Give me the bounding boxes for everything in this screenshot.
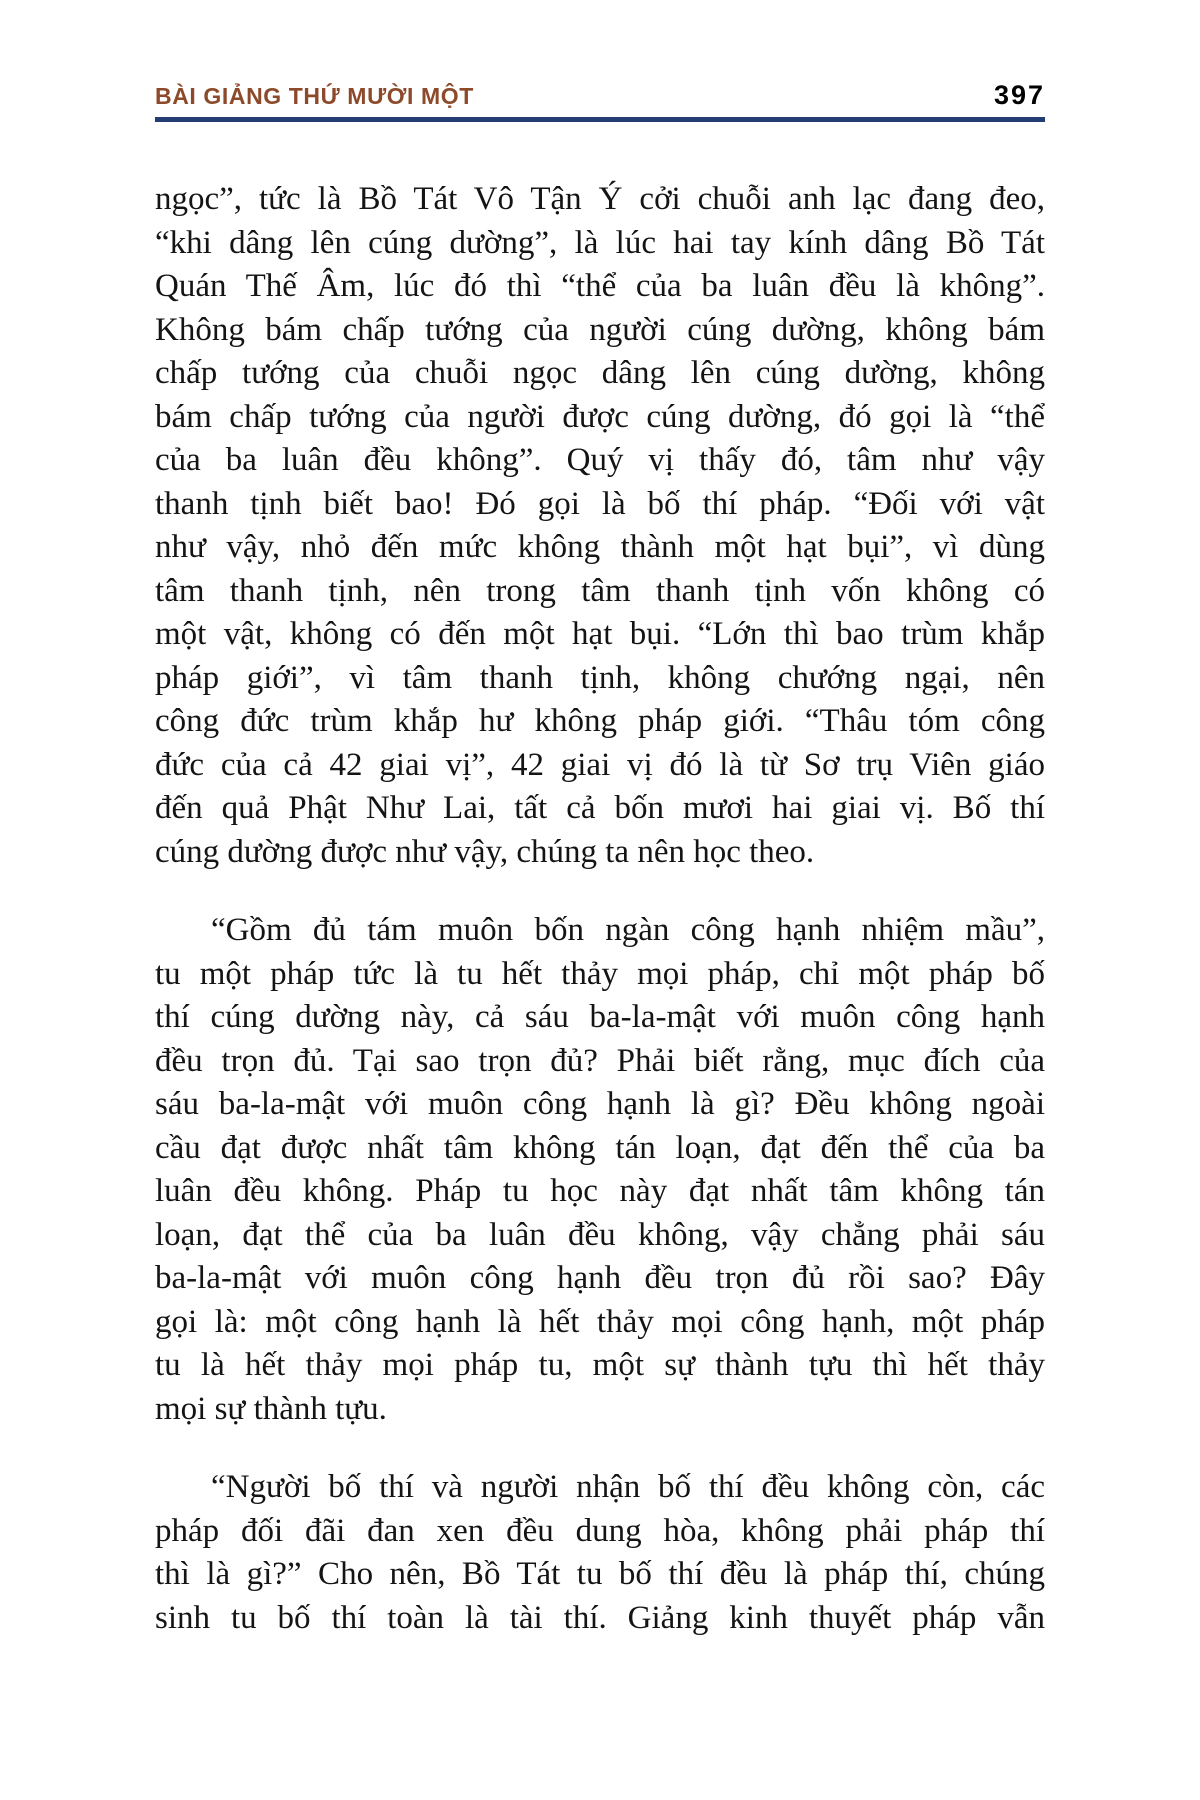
text-line: ba-la-mật với muôn công hạnh đều trọn đủ rồi sao? Đây xyxy=(155,1260,1045,1296)
text-line: của ba luân đều không”. Quý vị thấy đó, tâm như vậy xyxy=(155,442,1045,478)
text-line: đức của cả 42 giai vị”, 42 giai vị đó là từ Sơ trụ Viên giáo xyxy=(155,746,1045,783)
text-line: đều trọn đủ. Tại sao trọn đủ? Phải biết rằng, mục đích của xyxy=(155,1042,1045,1079)
text-line: như vậy, nhỏ đến mức không thành một hạt bụi”, vì dùng xyxy=(155,529,1045,565)
text-line: bám chấp tướng của người được cúng dường, đó gọi là “thể xyxy=(155,398,1045,435)
text-line: tu một pháp tức là tu hết thảy mọi pháp, chỉ một pháp bố xyxy=(155,955,1045,992)
text-line: cầu đạt được nhất tâm không tán loạn, đạt đến thể của ba xyxy=(155,1129,1045,1166)
page-number: 397 xyxy=(993,80,1045,110)
chapter-title: BÀI GIẢNG THỨ MƯỜI MỘT xyxy=(155,83,474,109)
text-line: cúng dường được như vậy, chúng ta nên học theo. xyxy=(155,833,815,870)
text-line: “Gồm đủ tám muôn bốn ngàn công hạnh nhiệm mầu”, xyxy=(211,912,1045,948)
text-line: chấp tướng của chuỗi ngọc dâng lên cúng dường, không xyxy=(155,355,1045,391)
text-line: công đức trùm khắp hư không pháp giới. “Thâu tóm công xyxy=(155,703,1045,739)
text-line: Quán Thế Âm, lúc đó thì “thể của ba luân đều là không”. xyxy=(155,268,1045,304)
paragraph xyxy=(155,178,1045,874)
text-line: sáu ba-la-mật với muôn công hạnh là gì? Đều không ngoài xyxy=(155,1086,1045,1122)
text-line: thanh tịnh biết bao! Đó gọi là bố thí pháp. “Đối với vật xyxy=(155,485,1045,522)
text-line: gọi là: một công hạnh là hết thảy mọi công hạnh, một pháp xyxy=(155,1303,1045,1340)
text-line: ngọc”, tức là Bồ Tát Vô Tận Ý cởi chuỗi anh lạc đang đeo, xyxy=(155,181,1045,217)
text-line: thì là gì?” Cho nên, Bồ Tát tu bố thí đều là pháp thí, chúng xyxy=(155,1556,1045,1592)
text-line: sinh tu bố thí toàn là tài thí. Giảng kinh thuyết pháp vẫn xyxy=(155,1599,1045,1636)
header-rule xyxy=(155,117,1045,122)
text-line: loạn, đạt thể của ba luân đều không, vậy chẳng phải sáu xyxy=(155,1216,1045,1253)
text-line: luân đều không. Pháp tu học này đạt nhất tâm không tán xyxy=(155,1173,1045,1209)
page-body xyxy=(155,178,1045,1640)
text-line: pháp giới”, vì tâm thanh tịnh, không chướng ngại, nên xyxy=(155,659,1045,696)
text-line: một vật, không có đến một hạt bụi. “Lớn thì bao trùm khắp xyxy=(155,616,1045,652)
text-line: “Người bố thí và người nhận bố thí đều không còn, các xyxy=(211,1469,1045,1505)
text-line: tu là hết thảy mọi pháp tu, một sự thành tựu thì hết thảy xyxy=(155,1347,1045,1383)
text-line: Không bám chấp tướng của người cúng dường, không bám xyxy=(155,311,1045,348)
page-header xyxy=(155,80,1045,111)
paragraph xyxy=(155,909,1045,1431)
text-line: thí cúng dường này, cả sáu ba-la-mật với muôn công hạnh xyxy=(155,999,1045,1035)
text-line: tâm thanh tịnh, nên trong tâm thanh tịnh vốn không có xyxy=(155,572,1045,609)
paragraph xyxy=(155,1466,1045,1640)
text-line: đến quả Phật Như Lai, tất cả bốn mươi hai giai vị. Bố thí xyxy=(155,790,1045,826)
text-line: pháp đối đãi đan xen đều dung hòa, không phải pháp thí xyxy=(155,1512,1045,1549)
text-line: “khi dâng lên cúng dường”, là lúc hai tay kính dâng Bồ Tát xyxy=(155,224,1045,261)
text-line: mọi sự thành tựu. xyxy=(155,1390,387,1427)
